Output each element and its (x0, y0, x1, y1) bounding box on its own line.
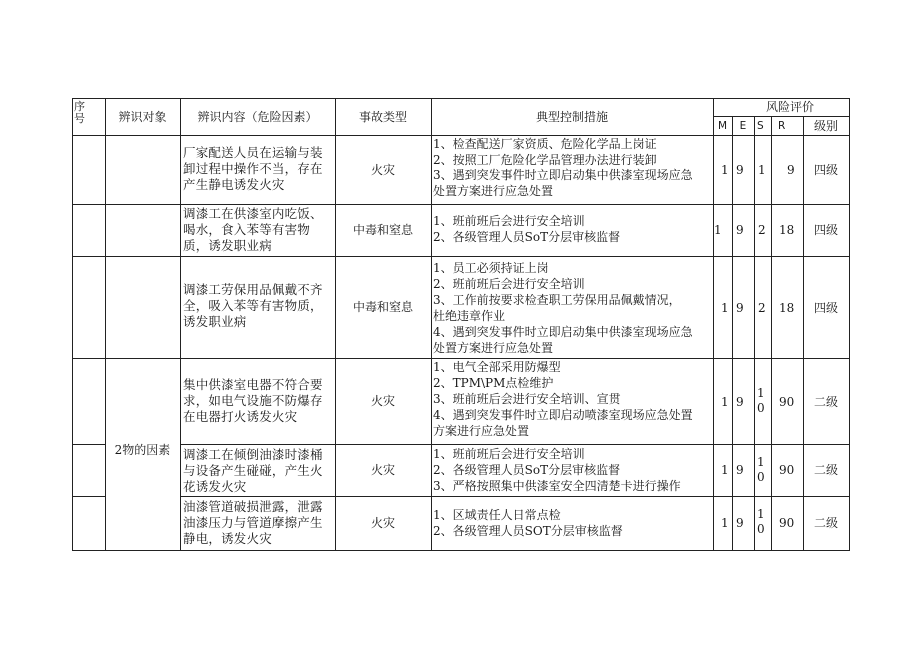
row2-level: 四级 (813, 223, 838, 237)
header-content (180, 98, 335, 135)
group-label-object (105, 430, 180, 470)
row5-accident-text: 火灾 (370, 463, 395, 477)
risk-subheader-line (713, 116, 849, 117)
row5-control-1: 1、班前班后会进行安全培训 (433, 447, 585, 461)
row1-control-3: 3、遇到突发事件时立即启动集中供漆室现场应急 (433, 168, 693, 182)
header-object (105, 98, 180, 135)
header-object-text: 辨识对象 (118, 109, 167, 124)
row5-hazard: 调漆工在倾倒油漆时漆桶与设备产生碰碰，产生火花诱发火灾 (183, 447, 323, 494)
row6-controls (433, 507, 713, 539)
row1-level: 四级 (813, 163, 838, 177)
row4-r: 90 (779, 395, 795, 409)
col-line-r (803, 116, 804, 551)
row3-hazard: 调漆工劳保用品佩戴不齐全，吸入苯等有害物质，诱发职业病 (183, 282, 323, 329)
row4-e: 9 (736, 395, 744, 409)
row-line-5a (72, 496, 105, 497)
row1-m: 1 (721, 163, 729, 177)
row1-r: 9 (787, 163, 795, 177)
row3-level: 四级 (813, 301, 838, 315)
group-label-text: 2物的因素 (114, 443, 171, 457)
row3-control-2: 2、班前班后会进行安全培训 (433, 277, 585, 291)
table-border-right (849, 98, 850, 551)
row2-control-1: 1、班前班后会进行安全培训 (433, 214, 585, 228)
row2-accident (335, 204, 431, 256)
row5-m: 1 (721, 463, 729, 477)
row5-r: 90 (779, 463, 795, 477)
row5-e: 9 (736, 463, 744, 477)
col-line-control (713, 98, 714, 551)
row2-m: 1 (714, 223, 722, 237)
row4-control-2: 2、TPM\PM点检维护 (433, 376, 554, 390)
row1-controls (433, 137, 713, 199)
header-content-text: 辨识内容（危险因素） (197, 109, 318, 124)
row-line-4b (180, 444, 849, 445)
row3-control-1: 1、员工必须持证上岗 (433, 261, 549, 275)
header-control-text: 典型控制措施 (535, 109, 608, 124)
row5-control-3: 3、严格按照集中供漆室安全四清楚卡进行操作 (433, 479, 681, 493)
header-control (431, 98, 713, 135)
row4-accident-text: 火灾 (370, 394, 395, 408)
header-accident (335, 98, 431, 135)
row4-controls (433, 359, 713, 439)
col-line-object (180, 98, 181, 551)
row1-accident (335, 136, 431, 204)
row2-r: 18 (779, 223, 795, 237)
row2-s: 2 (758, 223, 766, 237)
row3-control-5: 4、遇到突发事件时立即启动集中供漆室现场应急 (433, 325, 693, 339)
row2-accident-text: 中毒和窒息 (352, 223, 413, 237)
row1-s: 1 (758, 163, 766, 177)
row6-control-2: 2、各级管理人员SOT分层审核监督 (433, 524, 623, 538)
row4-s: 10 (757, 386, 765, 415)
row3-control-6: 处置方案进行应急处置 (433, 341, 554, 355)
row2-control-2: 2、各级管理人员SoT分层审核监督 (433, 229, 621, 244)
header-r: R (778, 120, 786, 132)
row6-r: 90 (779, 516, 795, 530)
row4-accident (335, 358, 431, 444)
header-accident-text: 事故类型 (358, 109, 407, 124)
row3-control-3: 3、工作前按要求检查职工劳保用品佩戴情况， (433, 293, 681, 307)
row5-control-2: 2、各级管理人员SoT分层审核监督 (433, 463, 621, 477)
row6-level: 二级 (813, 516, 838, 530)
row6-hazard: 油漆管道破损泄露，泄露油漆压力与管道摩擦产生静电，诱发火灾 (183, 499, 323, 546)
row3-e: 9 (736, 301, 744, 315)
row1-e: 9 (736, 163, 744, 177)
row1-control-1: 1、检查配送厂家资质、危险化学品上岗证 (433, 137, 657, 151)
row2-hazard: 调漆工在供漆室内吃饭、喝水，食入苯等有害物质，诱发职业病 (183, 206, 323, 253)
row5-accident (335, 444, 431, 496)
row6-m: 1 (721, 516, 729, 530)
row4-level: 二级 (813, 395, 838, 409)
col-line-accident (431, 98, 432, 551)
row5-s: 10 (757, 455, 765, 484)
header-risk: 风险评价 (765, 100, 814, 114)
row5-level: 二级 (813, 463, 838, 477)
row6-accident-text: 火灾 (370, 516, 395, 530)
row4-m: 1 (721, 395, 729, 409)
row6-e: 9 (736, 516, 744, 530)
row6-accident (335, 496, 431, 550)
row4-hazard: 集中供漆室电器不符合要求，如电气设施不防爆存在电器打火诱发火灾 (183, 377, 323, 424)
row4-control-4: 4、遇到突发事件时立即启动喷漆室现场应急处置 (433, 408, 693, 422)
col-line-seq (105, 98, 106, 551)
row1-accident-text: 火灾 (370, 163, 395, 177)
row1-hazard: 厂家配送人员在运输与装卸过程中操作不当，存在产生静电诱发火灾 (183, 145, 323, 192)
row6-control-1: 1、区域责任人日常点检 (433, 508, 561, 522)
col-line-e (754, 116, 755, 551)
row3-r: 18 (779, 301, 795, 315)
row3-accident-text: 中毒和窒息 (352, 300, 413, 314)
row6-s: 10 (757, 507, 765, 536)
header-s: S (757, 120, 764, 132)
col-line-m (732, 116, 733, 551)
row3-controls (433, 260, 713, 356)
header-level: 级别 (813, 119, 838, 133)
header-seq: 序号 (74, 100, 85, 125)
row4-control-1: 1、电气全部采用防爆型 (433, 360, 561, 374)
row2-e: 9 (736, 223, 744, 237)
row3-control-4: 杜绝违章作业 (433, 309, 506, 323)
row5-controls (433, 446, 713, 494)
row4-control-3: 3、班前班后会进行安全培训、宣贯 (433, 392, 621, 406)
row3-accident (335, 256, 431, 358)
row2-controls (433, 214, 713, 245)
row-line-4a (72, 444, 105, 445)
row1-control-2: 2、按照工厂危险化学品管理办法进行装卸 (433, 152, 657, 167)
table-border-left (72, 98, 73, 551)
row-line-5b (180, 496, 849, 497)
row3-m: 1 (721, 301, 729, 315)
row3-s: 2 (758, 301, 766, 315)
col-line-s (771, 116, 772, 551)
header-m: M (717, 120, 728, 132)
header-e: E (739, 120, 747, 132)
row4-control-5: 方案进行应急处置 (433, 424, 530, 438)
row1-control-4: 处置方案进行应急处置 (433, 183, 554, 198)
